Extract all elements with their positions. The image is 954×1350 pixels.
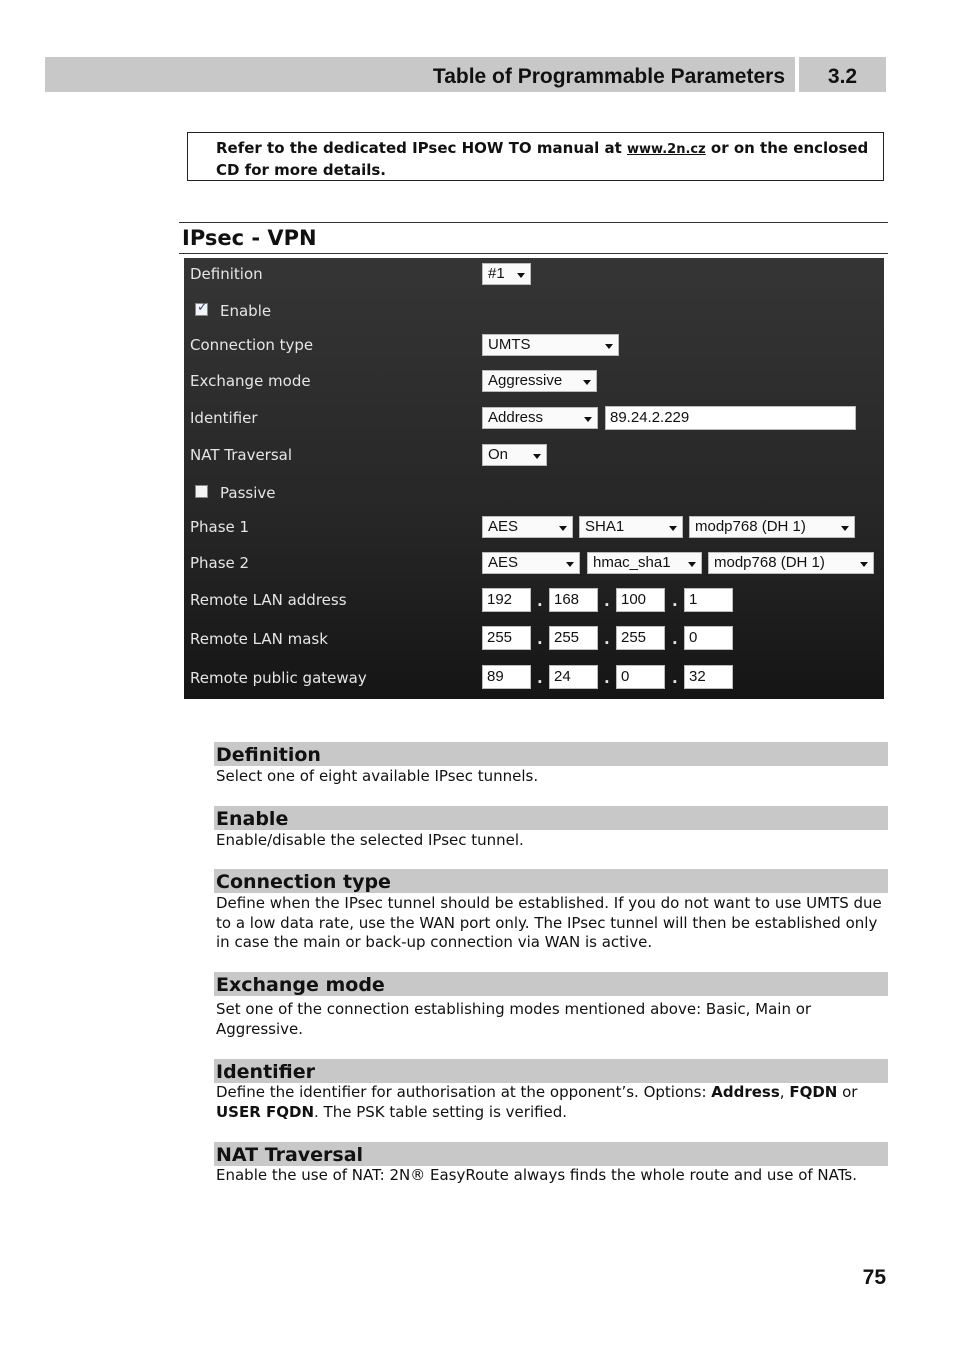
identifier-type-select[interactable] xyxy=(482,407,598,429)
chapter-header-bar xyxy=(45,57,886,92)
chevron-down-icon xyxy=(533,454,541,459)
exchange-mode-label: Exchange mode xyxy=(190,372,311,390)
section-title: IPsec - VPN xyxy=(182,226,317,250)
remote-lan-address-octet-2[interactable]: 168 xyxy=(549,588,598,612)
phase2-encryption-select[interactable] xyxy=(482,552,580,574)
identifier-sep-2: or xyxy=(837,1083,858,1101)
nat-traversal-heading: NAT Traversal xyxy=(214,1142,888,1166)
nat-traversal-select[interactable] xyxy=(482,444,547,466)
identifier-text-2: . The PSK table setting is verified. xyxy=(314,1102,568,1121)
chevron-down-icon xyxy=(583,380,591,385)
chevron-down-icon xyxy=(688,562,696,567)
exchange-mode-description: Set one of the connection establishing modes mentioned above: Basic, Main or Aggressive. xyxy=(216,1000,812,1038)
connection-type-description: Define when the IPsec tunnel should be established. If you do not want to use UMTS due to a low data rate, use the WAN port only. The IPsec tunnel will then be established only in case the main or back-up connection via WAN is active. xyxy=(216,894,882,951)
identifier-heading: Identifier xyxy=(214,1059,888,1083)
section-rule-bottom xyxy=(179,253,888,254)
section-number: 3.2 xyxy=(827,65,858,88)
definition-heading: Definition xyxy=(214,742,888,766)
phase1-encryption-value: AES xyxy=(488,518,519,535)
note-text-after: or on the enclosed CD for more details. xyxy=(216,139,869,179)
identifier-option-user-fqdn: USER FQDN xyxy=(216,1102,315,1121)
remote-lan-address-octet-4[interactable]: 1 xyxy=(684,588,733,612)
remote-public-gateway-octet-3[interactable]: 0 xyxy=(616,665,665,689)
phase1-hash-value: SHA1 xyxy=(585,518,625,535)
checkmark-icon: ✓ xyxy=(197,300,208,315)
note-text-before: Refer to the dedicated IPsec HOW TO manual at xyxy=(216,139,628,157)
ip-separator: . xyxy=(672,669,678,687)
chevron-down-icon xyxy=(860,562,868,567)
remote-public-gateway-label: Remote public gateway xyxy=(190,669,367,687)
note-box xyxy=(187,132,884,181)
identifier-input[interactable]: 89.24.2.229 xyxy=(605,406,856,430)
ipsec-settings-panel xyxy=(184,258,884,699)
ip-separator: . xyxy=(672,630,678,648)
phase2-dh-select[interactable] xyxy=(708,552,874,574)
ip-separator: . xyxy=(672,592,678,610)
connection-type-select-value: UMTS xyxy=(488,336,531,353)
remote-lan-mask-octet-3[interactable]: 255 xyxy=(616,626,665,650)
connection-type-label: Connection type xyxy=(190,336,314,354)
phase2-dh-value: modp768 (DH 1) xyxy=(714,554,825,571)
definition-description: Select one of eight available IPsec tunnels. xyxy=(216,767,539,785)
remote-lan-mask-octet-2[interactable]: 255 xyxy=(549,626,598,650)
phase2-hash-select[interactable] xyxy=(587,552,702,574)
chevron-down-icon xyxy=(566,562,574,567)
chevron-down-icon xyxy=(517,273,525,278)
phase1-hash-select[interactable] xyxy=(579,516,683,538)
definition-label: Definition xyxy=(190,265,263,283)
identifier-label: Identifier xyxy=(190,409,258,427)
remote-lan-address-octet-3[interactable]: 100 xyxy=(616,588,665,612)
enable-checkbox[interactable] xyxy=(195,300,208,316)
ip-separator: . xyxy=(604,592,610,610)
identifier-description xyxy=(216,1083,888,1122)
chevron-down-icon xyxy=(605,344,613,349)
chevron-down-icon xyxy=(584,417,592,422)
ip-separator: . xyxy=(537,630,543,648)
phase2-label: Phase 2 xyxy=(190,554,250,572)
enable-label: Enable xyxy=(220,302,272,320)
ip-separator: . xyxy=(604,630,610,648)
passive-label: Passive xyxy=(220,484,276,502)
chevron-down-icon xyxy=(669,526,677,531)
identifier-option-address: Address xyxy=(711,1083,780,1101)
remote-public-gateway-octet-4[interactable]: 32 xyxy=(684,665,733,689)
identifier-sep-1: , xyxy=(779,1083,790,1101)
remote-lan-mask-label: Remote LAN mask xyxy=(190,630,328,648)
remote-lan-mask-octet-4[interactable]: 0 xyxy=(684,626,733,650)
connection-type-select[interactable] xyxy=(482,334,619,356)
nat-traversal-label: NAT Traversal xyxy=(190,446,293,464)
section-rule-top xyxy=(179,222,888,223)
chapter-title: Table of Programmable Parameters xyxy=(432,65,785,88)
nat-traversal-description: Enable the use of NAT: 2N® EasyRoute always finds the whole route and use of NATs. xyxy=(216,1166,858,1184)
enable-heading: Enable xyxy=(214,806,888,830)
phase2-hash-value: hmac_sha1 xyxy=(593,554,671,571)
identifier-type-select-value: Address xyxy=(488,409,544,426)
ip-separator: . xyxy=(604,669,610,687)
phase1-dh-value: modp768 (DH 1) xyxy=(695,518,806,535)
remote-lan-address-label: Remote LAN address xyxy=(190,591,347,609)
phase1-dh-select[interactable] xyxy=(689,516,855,538)
ip-separator: . xyxy=(537,592,543,610)
chevron-down-icon xyxy=(559,526,567,531)
nat-traversal-select-value: On xyxy=(488,446,509,463)
definition-select-value: #1 xyxy=(488,265,505,282)
passive-checkbox[interactable] xyxy=(195,485,208,498)
remote-public-gateway-octet-2[interactable]: 24 xyxy=(549,665,598,689)
phase1-label: Phase 1 xyxy=(190,518,250,536)
exchange-mode-heading: Exchange mode xyxy=(214,972,888,996)
website-link[interactable]: www.2n.cz xyxy=(627,142,706,157)
remote-lan-mask-octet-1[interactable]: 255 xyxy=(482,626,531,650)
exchange-mode-select[interactable] xyxy=(482,370,597,392)
phase1-encryption-select[interactable] xyxy=(482,516,573,538)
remote-public-gateway-octet-1[interactable]: 89 xyxy=(482,665,531,689)
remote-lan-address-octet-1[interactable]: 192 xyxy=(482,588,531,612)
chevron-down-icon xyxy=(841,526,849,531)
identifier-text-1: Define the identifier for authorisation at the opponent’s. Options: xyxy=(216,1083,712,1101)
exchange-mode-select-value: Aggressive xyxy=(488,372,563,389)
definition-select[interactable] xyxy=(482,263,531,285)
ip-separator: . xyxy=(537,669,543,687)
enable-description: Enable/disable the selected IPsec tunnel. xyxy=(216,831,524,849)
page-number: 75 xyxy=(862,1266,886,1289)
phase2-encryption-value: AES xyxy=(488,554,519,571)
identifier-option-fqdn: FQDN xyxy=(789,1083,838,1101)
connection-type-heading: Connection type xyxy=(214,869,888,893)
